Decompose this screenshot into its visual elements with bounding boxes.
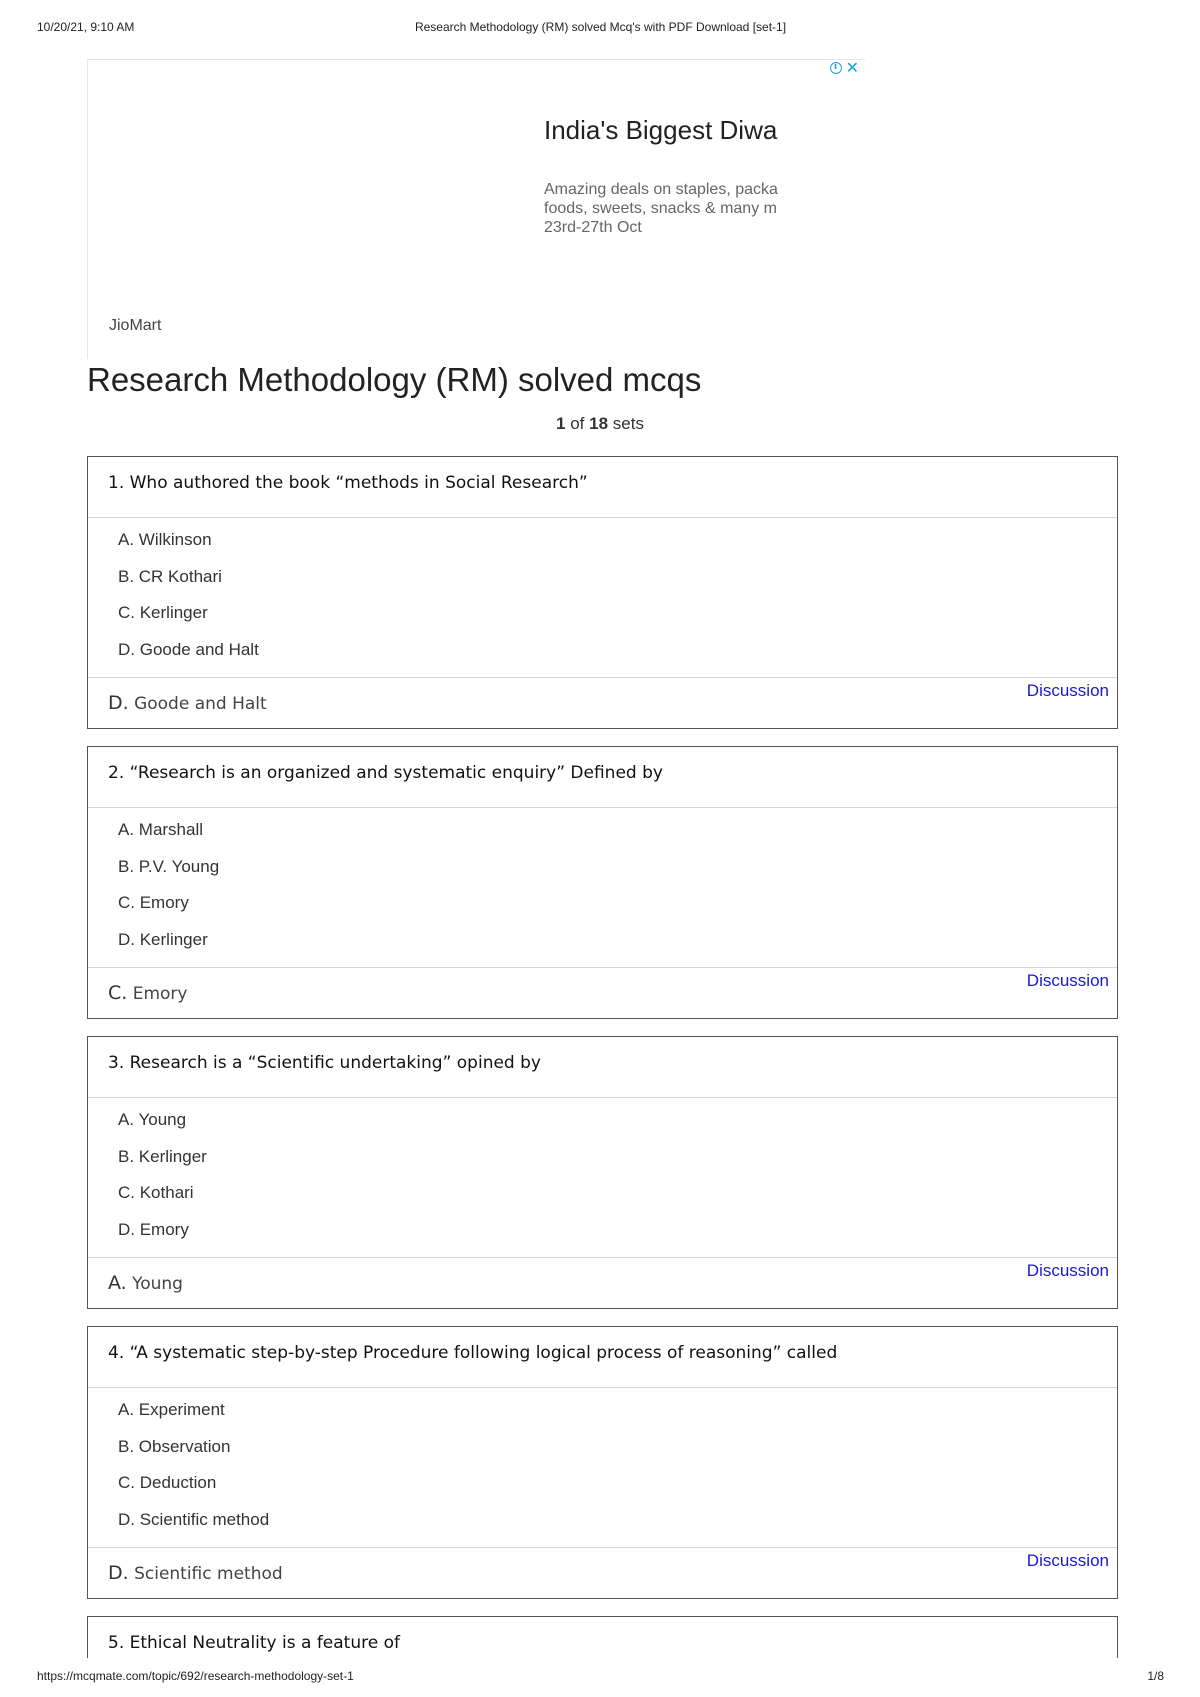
- ad-headline[interactable]: India's Biggest Diwa: [544, 115, 778, 145]
- options-list: [88, 1098, 1117, 1258]
- print-footer: [37, 1669, 1164, 1685]
- option[interactable]: B. P.V. Young: [118, 856, 220, 876]
- answer-text: Scientific method: [134, 1564, 283, 1584]
- close-icon[interactable]: ✕: [845, 59, 859, 77]
- set-of-text: of: [570, 414, 585, 433]
- ad-description[interactable]: Amazing deals on staples, packa foods, sweets, snacks & many m 23rd-27th Oct: [544, 181, 778, 236]
- question-card: [87, 1326, 1118, 1599]
- option[interactable]: D. Scientific method: [118, 1509, 270, 1529]
- set-counter: [0, 414, 1200, 434]
- answer-row: [88, 678, 1117, 728]
- option[interactable]: D. Emory: [118, 1219, 189, 1239]
- advertisement[interactable]: [87, 59, 865, 359]
- options-list: [88, 808, 1117, 968]
- answer-letter: C.: [108, 982, 128, 1004]
- answer-letter: D.: [108, 692, 129, 714]
- option[interactable]: A. Young: [118, 1110, 187, 1129]
- answer-row: [88, 968, 1117, 1018]
- options-list: [88, 1388, 1117, 1548]
- page-title: Research Methodology (RM) solved mcqs: [87, 361, 702, 398]
- option[interactable]: B. Kerlinger: [118, 1146, 207, 1166]
- current-set: 1: [556, 414, 566, 433]
- option[interactable]: C. Deduction: [118, 1473, 217, 1492]
- question-card: [87, 1616, 1118, 1658]
- answer-row: [88, 1548, 1117, 1598]
- total-sets: 18: [589, 414, 609, 433]
- option[interactable]: A. Experiment: [118, 1400, 225, 1419]
- option[interactable]: C. Kothari: [118, 1183, 194, 1202]
- print-page-title: Research Methodology (RM) solved Mcq's with PDF Download [set-1]: [414, 20, 787, 34]
- question-text: 5. Ethical Neutrality is a feature of: [108, 1633, 400, 1653]
- question-text: 4. “A systematic step-by-step Procedure following logical process of reasoning” called: [88, 1327, 1117, 1388]
- answer-text: Emory: [132, 984, 188, 1004]
- question-text: 2. “Research is an organized and systematic enquiry” Defined by: [88, 747, 1117, 808]
- answer-letter: A.: [108, 1272, 127, 1294]
- question-card: [87, 1036, 1118, 1309]
- print-page-number: 1/8: [1147, 1669, 1164, 1683]
- answer-row: [88, 1258, 1117, 1308]
- ad-creative[interactable]: [88, 60, 778, 359]
- answer-text: Young: [132, 1274, 183, 1294]
- print-url: https://mcqmate.com/topic/692/research-methodology-set-1: [37, 1669, 354, 1683]
- answer-text: Goode and Halt: [134, 694, 267, 714]
- ad-controls: [830, 61, 859, 75]
- options-list: [88, 518, 1117, 678]
- option[interactable]: B. Observation: [118, 1436, 231, 1456]
- question-text: 3. Research is a “Scientific undertaking” opined by: [88, 1037, 1117, 1098]
- answer-letter: D.: [108, 1562, 129, 1584]
- question-text: 1. Who authored the book “methods in Social Research”: [88, 457, 1117, 518]
- print-datetime: 10/20/21, 9:10 AM: [37, 20, 135, 34]
- question-card: [87, 456, 1118, 729]
- info-icon[interactable]: i: [830, 62, 842, 74]
- option[interactable]: D. Goode and Halt: [118, 639, 259, 659]
- question-card: [87, 746, 1118, 1019]
- ad-brand[interactable]: JioMart: [109, 317, 162, 334]
- discussion-link[interactable]: Discussion: [1026, 1261, 1109, 1280]
- option[interactable]: A. Wilkinson: [118, 530, 212, 549]
- option[interactable]: C. Kerlinger: [118, 603, 208, 622]
- option[interactable]: A. Marshall: [118, 820, 204, 839]
- option[interactable]: D. Kerlinger: [118, 929, 208, 949]
- option[interactable]: C. Emory: [118, 893, 189, 912]
- print-header: [37, 20, 1164, 36]
- discussion-link[interactable]: Discussion: [1026, 681, 1109, 700]
- sets-text: sets: [612, 414, 644, 433]
- option[interactable]: B. CR Kothari: [118, 566, 222, 586]
- discussion-link[interactable]: Discussion: [1026, 971, 1109, 990]
- discussion-link[interactable]: Discussion: [1026, 1551, 1109, 1570]
